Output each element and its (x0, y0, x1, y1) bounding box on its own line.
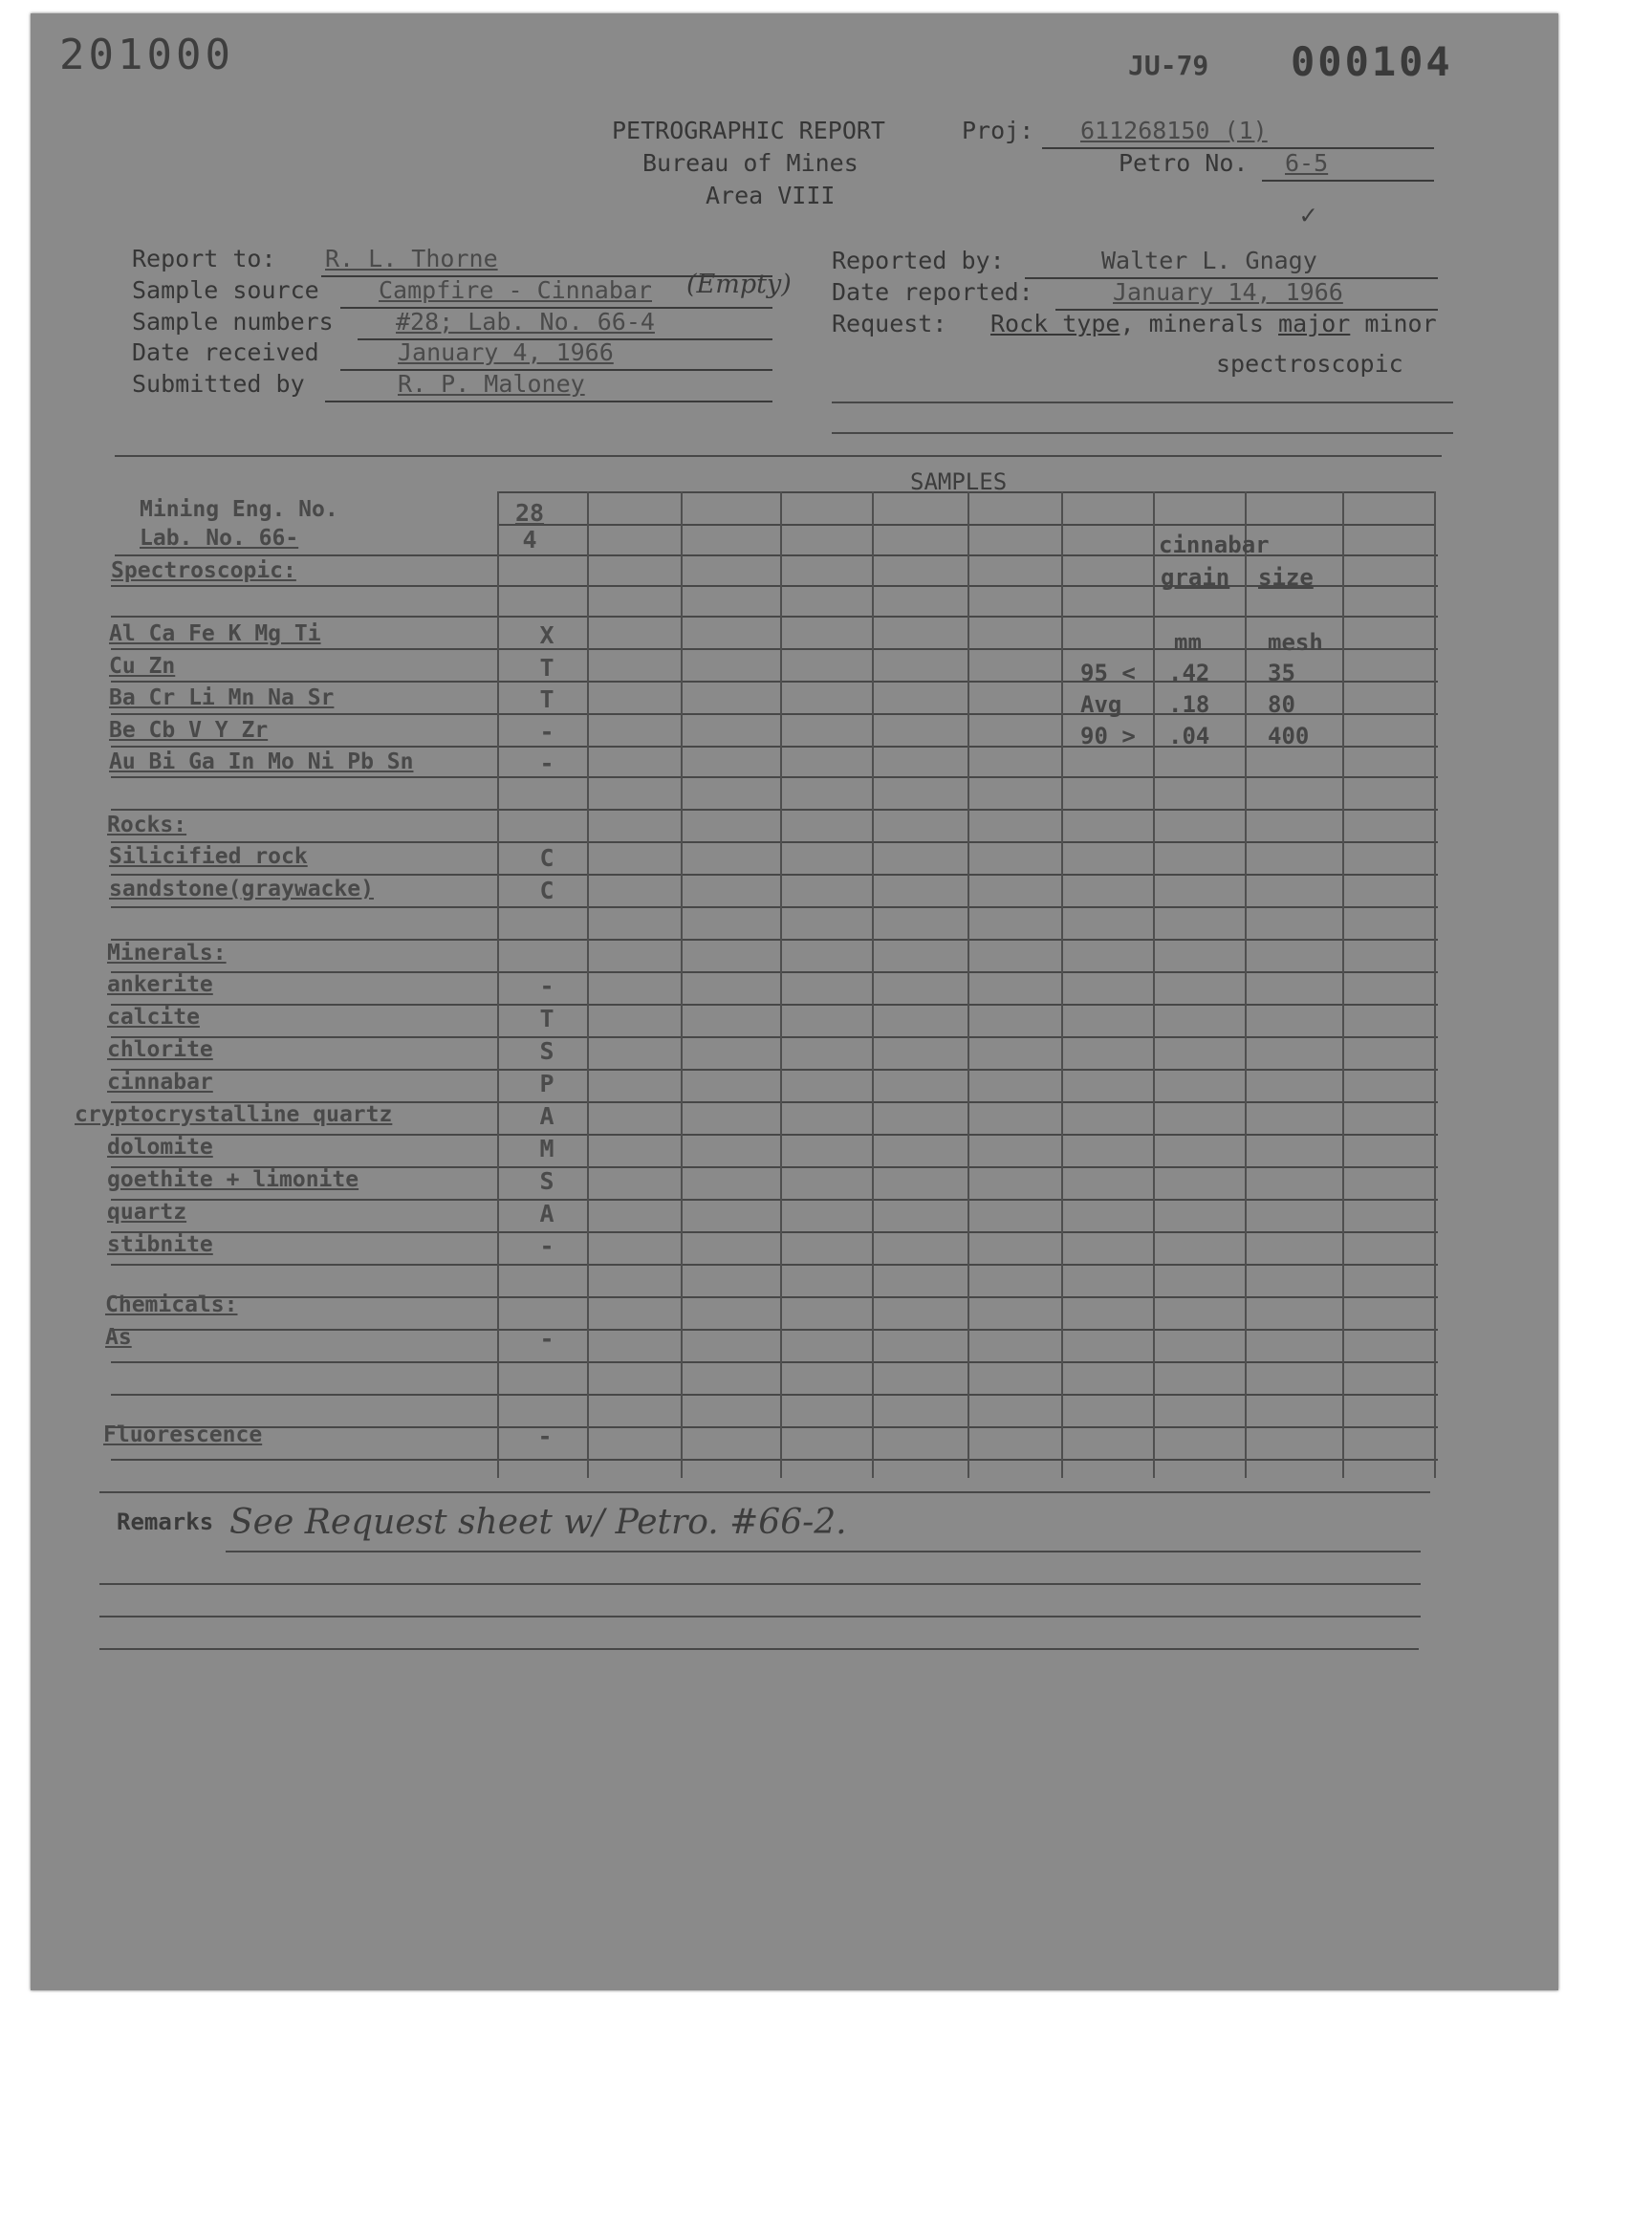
remarks-rule-1 (226, 1551, 1421, 1552)
spec-row-value: - (539, 749, 554, 777)
date-received-label: Date received (132, 338, 319, 366)
spec-row-value: X (539, 621, 554, 649)
remarks-rule-2 (99, 1583, 1421, 1585)
table-column-rule (780, 491, 782, 1478)
table-row-rule (111, 746, 1438, 748)
table-column-rule (1153, 491, 1155, 1478)
spec-row-value: T (539, 653, 554, 682)
chemicals-label: Chemicals: (105, 1292, 238, 1317)
spectroscopic-label: Spectroscopic: (111, 558, 296, 583)
mineral-row-label: stibnite (107, 1232, 213, 1257)
table-row-rule (111, 776, 1438, 778)
grain-mesh: 80 (1268, 691, 1295, 718)
proj-label: Proj: (962, 117, 1034, 144)
fluorescence-value: - (537, 1422, 553, 1450)
mining-eng-value: 28 (514, 499, 545, 527)
grain-stat: 90 > (1080, 723, 1136, 749)
request-minor: minor (1364, 310, 1437, 337)
mineral-row-label: dolomite (107, 1135, 213, 1160)
grain-mm: .04 (1168, 723, 1210, 749)
request-label: Request: (832, 310, 947, 337)
table-row-rule (111, 1134, 1438, 1136)
request-rock-type: Rock type (990, 310, 1120, 337)
mineral-row-value: S (539, 1167, 554, 1195)
table-row-rule (115, 455, 1442, 457)
date-reported-value: January 14, 1966 (1113, 278, 1343, 306)
mineral-row-value: P (539, 1070, 554, 1097)
table-column-rule (1434, 491, 1436, 1478)
remarks-rule-4 (99, 1648, 1419, 1650)
rock-row-label: sandstone(graywacke) (109, 876, 374, 901)
corner-code: JU-79 (1128, 50, 1209, 81)
lab-no-value: 4 (522, 526, 537, 554)
grain-mm: .18 (1168, 691, 1210, 718)
mineral-row-label: cinnabar (107, 1070, 213, 1095)
submitted-by-value: R. P. Maloney (398, 370, 585, 398)
table-row-rule (111, 1329, 1438, 1331)
grain-mesh: 35 (1268, 660, 1295, 686)
table-row-rule (111, 1394, 1438, 1396)
mineral-row-value: S (539, 1037, 554, 1065)
sample-source-value: Campfire - Cinnabar (379, 276, 652, 304)
check-mark: ✓ (1300, 199, 1316, 230)
grain-mesh: 400 (1268, 723, 1310, 749)
sample-source-label: Sample source (132, 276, 319, 304)
table-column-rule (967, 491, 969, 1478)
remarks-label: Remarks (117, 1509, 214, 1535)
chemical-row-value: - (539, 1325, 554, 1353)
submitted-by-line (325, 370, 772, 402)
table-row-rule (111, 906, 1438, 908)
request-rule-1 (832, 402, 1453, 403)
mineral-row-value: T (539, 1005, 554, 1032)
grain-unit-mm: mm (1174, 629, 1202, 656)
mining-eng-label: Mining Eng. No. (140, 497, 338, 522)
grain-unit-mesh: mesh (1268, 629, 1323, 656)
spec-row-label: Au Bi Ga In Mo Ni Pb Sn (109, 749, 414, 774)
mineral-row-value: - (539, 972, 554, 1000)
table-row-rule (99, 1491, 1430, 1493)
request-rule-2 (832, 432, 1453, 434)
request-minerals: , minerals (1119, 310, 1264, 337)
grain-title2a: grain (1161, 564, 1230, 591)
sample-numbers-value: #28; Lab. No. 66-4 (396, 308, 655, 336)
table-row-rule (111, 971, 1438, 973)
table-column-rule (681, 491, 683, 1478)
grain-title1: cinnabar (1159, 532, 1270, 558)
reported-by-value: Walter L. Gnagy (1101, 247, 1317, 274)
table-column-rule (872, 491, 874, 1478)
table-column-rule (497, 491, 499, 1478)
rock-row-value: C (539, 876, 554, 904)
mineral-row-label: quartz (107, 1200, 187, 1225)
grain-mm: .42 (1168, 660, 1210, 686)
date-received-value: January 4, 1966 (398, 338, 614, 366)
grain-stat: 95 < (1080, 660, 1136, 686)
table-row-rule (111, 616, 1438, 618)
petro-no-value: 6-5 (1285, 149, 1329, 177)
remarks-rule-3 (99, 1616, 1421, 1617)
spec-row-label: Al Ca Fe K Mg Ti (109, 621, 321, 646)
spec-row-label: Be Cb V Y Zr (109, 717, 269, 743)
table-row-rule (111, 1264, 1438, 1266)
request-major: major (1278, 310, 1351, 337)
spec-row-value: - (539, 717, 554, 746)
table-row-rule (111, 841, 1438, 843)
lab-no-label: Lab. No. 66- (140, 526, 299, 551)
table-column-rule (1061, 491, 1063, 1478)
spec-row-label: Cu Zn (109, 653, 176, 679)
table-row-rule (111, 713, 1438, 715)
mineral-row-label: calcite (107, 1005, 200, 1030)
mineral-row-value: A (539, 1102, 554, 1130)
sample-numbers-label: Sample numbers (132, 308, 334, 336)
area-name: Area VIII (706, 182, 836, 209)
request-line2: spectroscopic (1216, 350, 1403, 378)
spec-row-value: T (539, 685, 554, 713)
spec-row-label: Ba Cr Li Mn Na Sr (109, 685, 335, 710)
corner-left-number: 201000 (59, 31, 234, 79)
petro-no-label: Petro No. (1119, 149, 1249, 177)
table-row-rule (111, 1296, 1438, 1298)
sample-source-note: (Empty) (686, 270, 792, 299)
fluorescence-label: Fluorescence (103, 1422, 263, 1447)
mineral-row-value: - (539, 1232, 554, 1260)
table-row-rule (111, 585, 1438, 587)
rocks-label: Rocks: (107, 813, 187, 837)
rock-row-value: C (539, 844, 554, 872)
petro-no-line (1262, 149, 1434, 182)
table-row-rule (111, 1231, 1438, 1233)
date-reported-line (1055, 278, 1438, 311)
table-row-rule (111, 1199, 1438, 1201)
report-title: PETROGRAPHIC REPORT (612, 117, 885, 144)
report-to-value: R. L. Thorne (325, 245, 498, 272)
table-column-rule (1342, 491, 1344, 1478)
table-row-rule (111, 1361, 1438, 1363)
rock-row-label: Silicified rock (109, 844, 308, 869)
mineral-row-label: goethite + limonite (107, 1167, 359, 1192)
mineral-row-label: chlorite (107, 1037, 213, 1062)
grain-stat: Avg (1080, 691, 1122, 718)
corner-right-number: 000104 (1291, 38, 1453, 85)
mineral-row-value: M (539, 1135, 554, 1162)
bureau-name: Bureau of Mines (642, 149, 859, 177)
remarks-value: See Request sheet w/ Petro. #66-2. (229, 1503, 847, 1542)
date-reported-label: Date reported: (832, 278, 1033, 306)
table-row-rule (111, 809, 1438, 811)
table-row-rule (111, 1036, 1438, 1038)
date-received-line (340, 338, 772, 371)
table-row-rule (111, 1459, 1438, 1461)
table-row-rule (111, 648, 1438, 650)
table-row-rule (111, 939, 1438, 941)
mineral-row-label: cryptocrystalline quartz (75, 1102, 393, 1127)
table-row-rule (111, 681, 1438, 683)
grain-title2b: size (1258, 564, 1314, 591)
reported-by-line (1025, 247, 1438, 279)
table-column-rule (1245, 491, 1247, 1478)
table-row-rule (111, 1004, 1438, 1006)
table-column-rule (587, 491, 589, 1478)
minerals-label: Minerals: (107, 941, 227, 966)
report-to-label: Report to: (132, 245, 276, 272)
proj-line (1042, 117, 1434, 149)
samples-header: SAMPLES (910, 468, 1008, 495)
submitted-by-label: Submitted by (132, 370, 305, 398)
chemical-row-label: As (105, 1325, 132, 1350)
mineral-row-label: ankerite (107, 972, 213, 997)
table-row-rule (111, 1426, 1438, 1428)
reported-by-label: Reported by: (832, 247, 1005, 274)
table-row-rule (497, 524, 1434, 526)
proj-value: 611268150 (1) (1080, 117, 1268, 144)
mineral-row-value: A (539, 1200, 554, 1227)
sample-numbers-line (358, 308, 772, 340)
table-row-rule (111, 1069, 1438, 1071)
request-line1 (990, 310, 1437, 337)
